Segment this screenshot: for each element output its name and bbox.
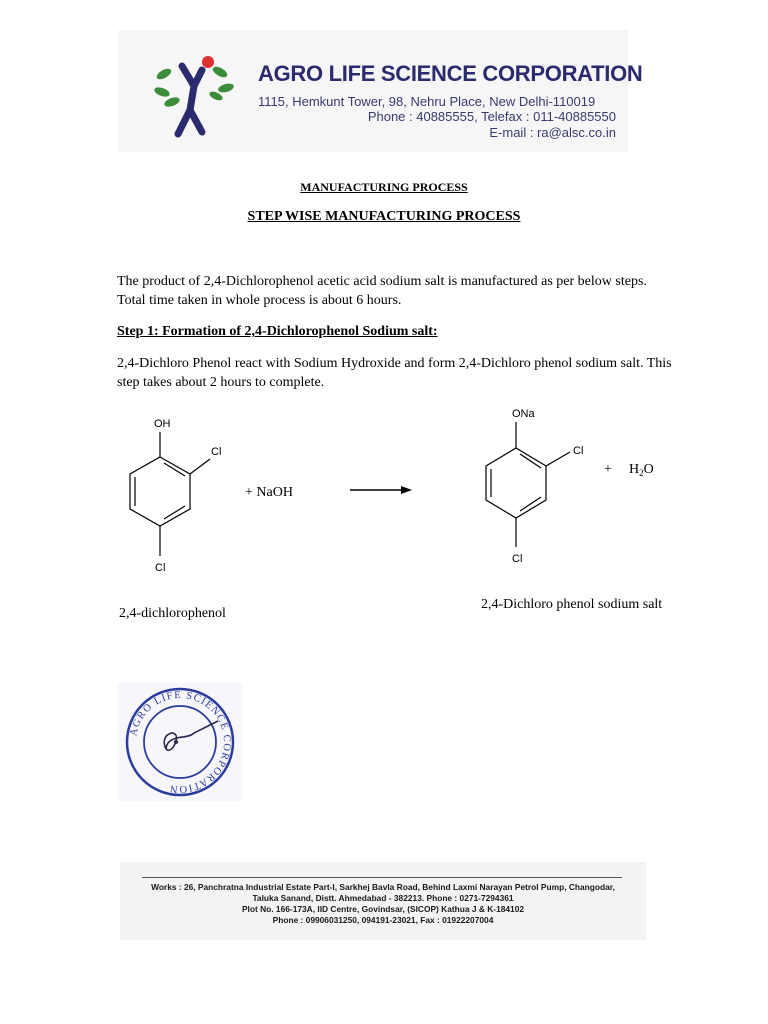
reactant-cl-para-label: Cl — [155, 562, 166, 574]
product-ona-label: ONa — [512, 408, 535, 420]
reaction-scheme — [0, 400, 768, 590]
footer-phone-fax: Phone : 09906031250, 094191-23021, Fax : 01922207004 — [272, 915, 494, 925]
product-cl-para-label: Cl — [512, 553, 523, 565]
product-name: 2,4-Dichloro phenol sodium salt — [481, 597, 663, 612]
footer-works-address: Works : 26, Panchratna Industrial Estate Part-I, Sarkhej Bavla Road, Behind Laxmi Narayan Petrol Pump, Changodar, — [151, 882, 615, 892]
water-formula: $H_2O$ — [629, 462, 654, 478]
intro-paragraph: The product of 2,4-Dichlorophenol acetic acid sodium salt is manufactured as per below steps. Total time taken in whole process is about 6 hours. — [117, 274, 647, 308]
reactant-ring — [130, 432, 210, 556]
page-title: MANUFACTURING PROCESS — [300, 180, 468, 194]
company-email: E-mail : ra@alsc.co.in — [489, 125, 616, 140]
step1-title: Step 1: Formation of 2,4-Dichlorophenol Sodium salt: — [117, 324, 438, 339]
reactant-oh-label: OH — [154, 418, 171, 430]
company-phone: Phone : 40885555, Telefax : 011-40885550 — [367, 109, 616, 124]
reagent-label: + NaOH — [245, 485, 293, 500]
footer-works-address-2: Taluka Sanand, Distt. Ahmedabad - 382213. Phone : 0271-7294361 — [252, 893, 514, 903]
reaction-arrow-icon — [350, 486, 412, 494]
company-logo-icon — [150, 48, 242, 140]
plus-sign: + — [604, 462, 612, 477]
product-ring — [486, 422, 570, 547]
product-cl-ortho-label: Cl — [573, 445, 584, 457]
reactant-name: 2,4-dichlorophenol — [119, 606, 226, 621]
company-seal-stamp — [118, 683, 242, 801]
company-address: 1115, Hemkunt Tower, 98, Nehru Place, New Delhi-110019 — [258, 94, 596, 109]
stamp-text: AGRO LIFE SCIENCE CORPORATION — [128, 689, 233, 795]
page-subtitle: STEP WISE MANUFACTURING PROCESS — [247, 209, 521, 224]
reactant-cl-ortho-label: Cl — [211, 446, 222, 458]
footer-plot-address: Plot No. 166-173A, IID Centre, Govindsar, (SICOP) Kathua J & K-184102 — [241, 904, 525, 914]
company-name: AGRO LIFE SCIENCE CORPORATION — [258, 61, 643, 86]
footer-divider — [142, 877, 622, 878]
step1-description: 2,4-Dichloro Phenol react with Sodium Hydroxide and form 2,4-Dichloro phenol sodium salt. This step takes about 2 hours to complete. — [117, 356, 672, 390]
